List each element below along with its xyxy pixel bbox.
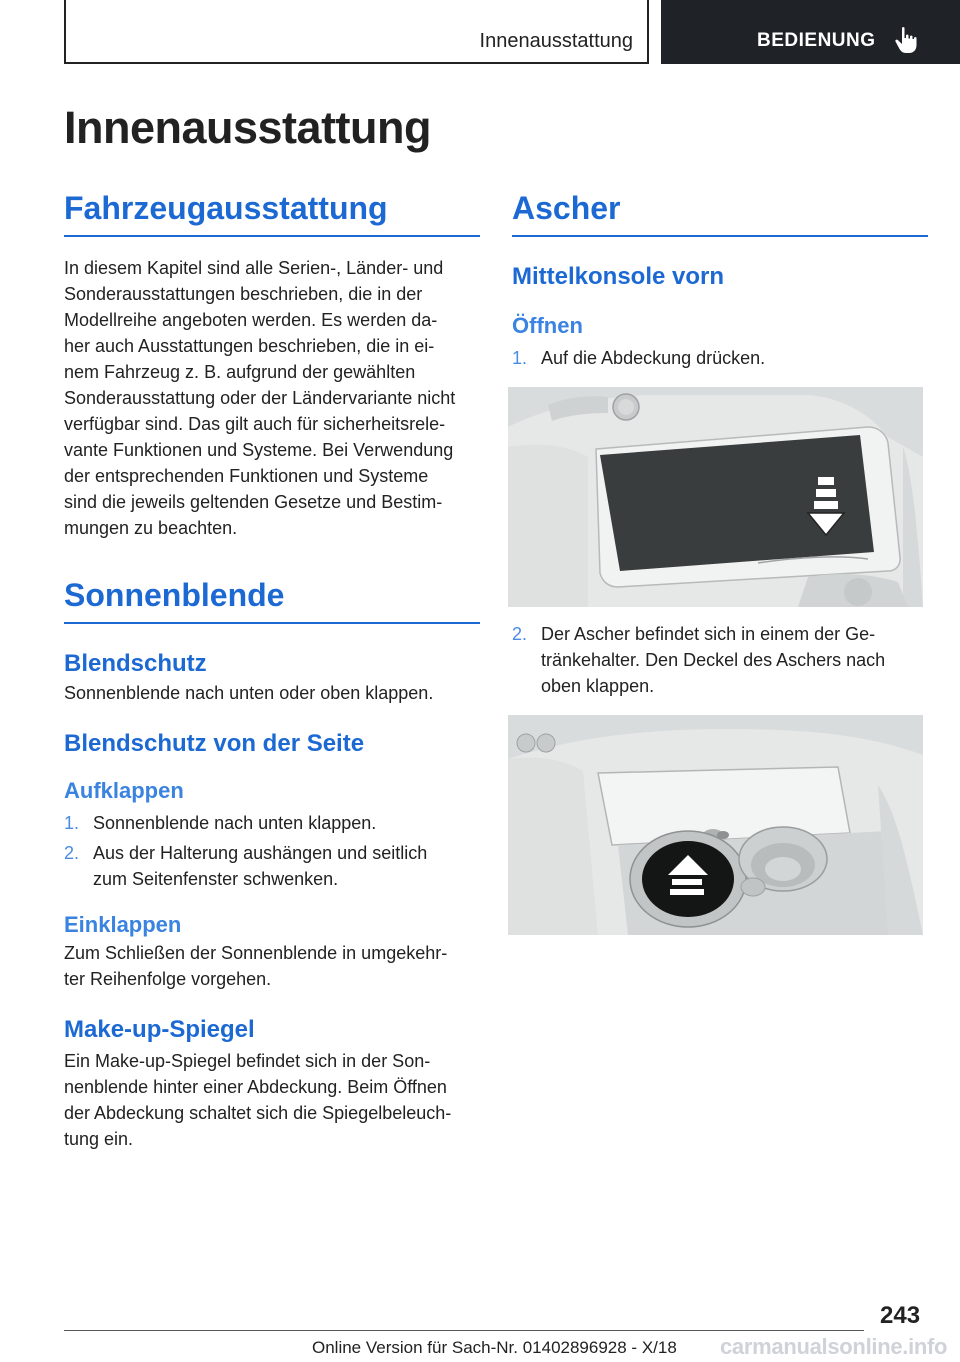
intro-line: Sonderausstattungen beschrieben, die in der [64,284,423,304]
makeup-line: tung ein. [64,1129,134,1149]
intro-line: In diesem Kapitel sind alle Serien-, Länder- und [64,258,444,278]
heading-makeup-spiegel: Make-up-Spiegel [64,1016,255,1043]
footer-online-version: Online Version für Sach-Nr. 01402896928 - X/18 [312,1338,677,1357]
header-section-title: Innenausstattung [479,30,633,52]
intro-line: der entsprechenden Funktionen und Systeme [64,466,429,486]
list-number: 2. [512,624,528,644]
list-text: oben klappen. [541,676,655,696]
left-column [64,190,480,1152]
list-text: Aus der Halterung aushängen und seitlich [93,843,428,863]
makeup-line: nenblende hinter einer Abdeckung. Beim Öffnen [64,1077,447,1097]
makeup-line: der Abdeckung schaltet sich die Spiegelbeleuch- [64,1103,452,1123]
console-illustration [508,387,923,607]
intro-line: mungen zu beachten. [64,518,238,538]
list-number: 1. [512,348,528,368]
heading-sonnenblende: Sonnenblende [64,577,480,624]
intro-line: vante Funktionen und Systeme. Bei Verwendung [64,440,454,460]
heading-mittelkonsole: Mittelkonsole vorn [512,263,725,290]
heading-blendschutz: Blendschutz [64,650,207,677]
list-item [64,810,480,836]
makeup-line: Ein Make-up-Spiegel befindet sich in der Son- [64,1051,431,1071]
header-chapter-title: BEDIENUNG [757,30,876,51]
intro-line: Modellreihe angeboten werden. Es werden da- [64,310,438,330]
heading-fahrzeugausstattung: Fahrzeugausstattung [64,190,480,237]
list-text: tränkehalter. Den Deckel des Aschers nach [541,650,886,670]
hand-pointer-icon [893,26,919,54]
heading-oeffnen: Öffnen [512,313,583,338]
list-item [512,345,928,371]
list-item [512,621,928,699]
makeup-text [64,1048,480,1152]
blendschutz-text: Sonnenblende nach unten oder oben klappen. [64,683,434,703]
intro-paragraph [64,255,480,541]
page-number: 243 [880,1302,921,1329]
heading-ascher: Ascher [512,190,928,237]
intro-line: Sonderausstattung oder der Ländervariante nicht [64,388,456,408]
intro-line: her auch Ausstattungen beschrieben, die in ei- [64,336,435,356]
einklappen-line: ter Reihenfolge vorgehen. [64,969,272,989]
figure-ascher-cover [508,387,923,607]
einklappen-text [64,940,480,992]
list-text: Der Ascher befindet sich in einem der Ge- [541,624,876,644]
cupholder-illustration [508,715,923,935]
intro-line: nem Fahrzeug z. B. aufgrund der gewählten [64,362,416,382]
intro-line: sind die jeweils geltenden Gesetze und Bestim- [64,492,443,512]
heading-einklappen: Einklappen [64,912,182,937]
footer-watermark: carmanualsonline.info [720,1334,948,1359]
einklappen-line: Zum Schließen der Sonnenblende in umgekehr- [64,943,448,963]
page-title: Innenausstattung [64,102,432,153]
heading-aufklappen: Aufklappen [64,778,184,803]
list-text: zum Seitenfenster schwenken. [93,869,339,889]
list-number: 2. [64,843,80,863]
right-column [512,190,928,935]
footer-divider [64,1330,864,1331]
intro-line: verfügbar sind. Das gilt auch für sicherheitsrele- [64,414,446,434]
header-section-tab [64,0,649,64]
figure-ascher-cupholder [508,715,923,935]
list-number: 1. [64,813,80,833]
list-text: Auf die Abdeckung drücken. [541,348,766,368]
heading-blendschutz-seite: Blendschutz von der Seite [64,730,365,757]
header-chapter-tab [661,0,960,64]
list-text: Sonnenblende nach unten klappen. [93,813,377,833]
list-item [64,840,480,892]
